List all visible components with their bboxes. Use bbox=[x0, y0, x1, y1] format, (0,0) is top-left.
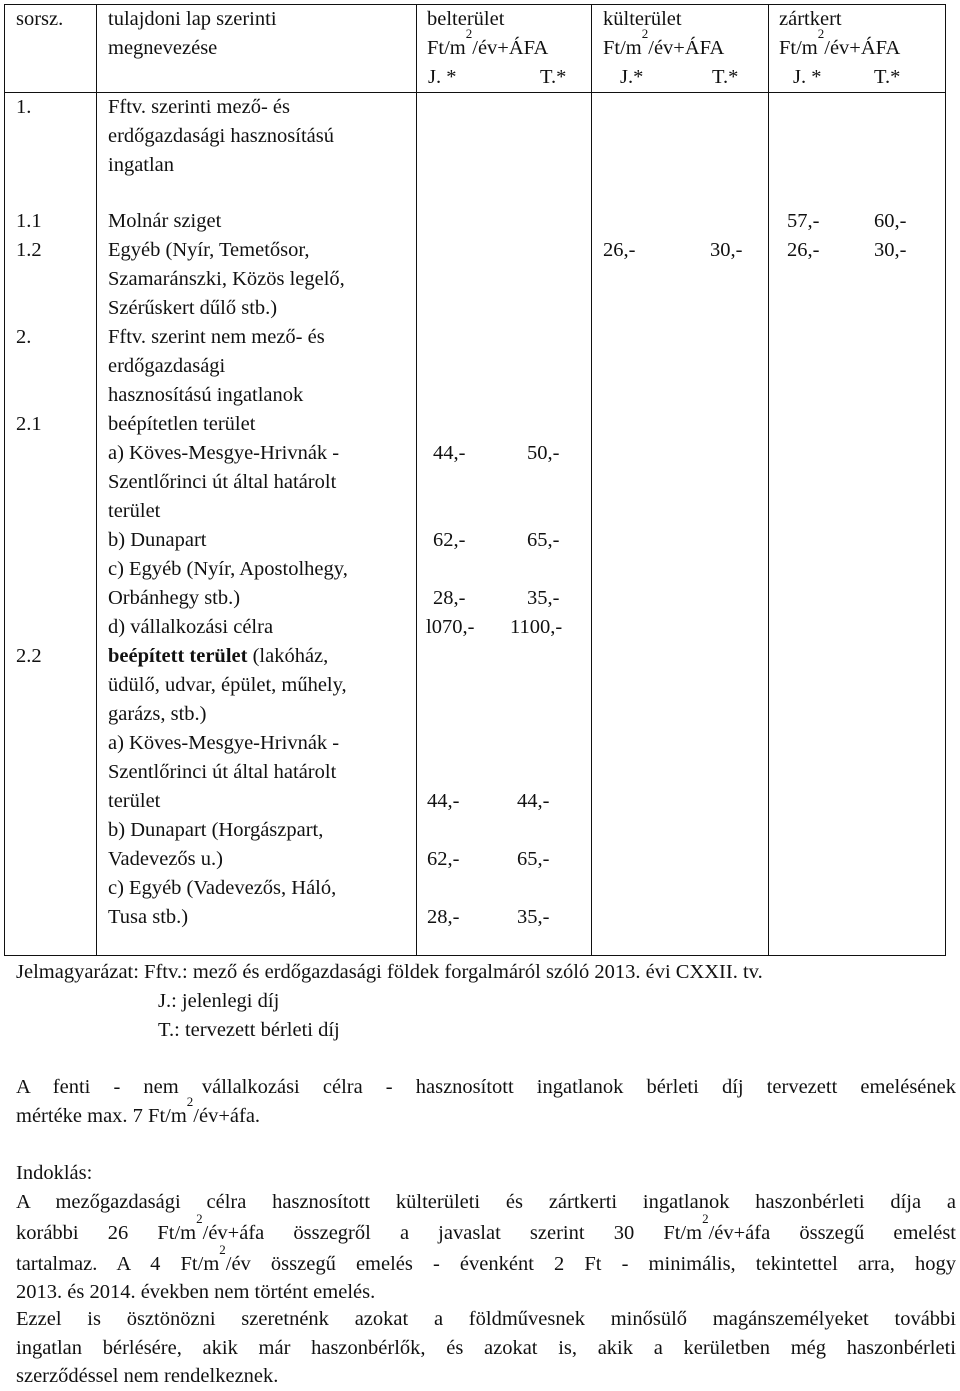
header-kulterulet: külterület bbox=[603, 8, 682, 30]
paragraph-2-line-2: korábbi 26 $Ft/m^2/év+áfa$ összegről a javaslat szerint 30 $Ft/m^2/év+áfa$ összegű emelést bbox=[16, 1211, 956, 1244]
row-2-1-d-bel-t: 1100,- bbox=[510, 616, 563, 638]
col-divider-1 bbox=[96, 4, 97, 956]
row-1-1-zar-t: 60,- bbox=[874, 210, 907, 232]
row-1-1-name: Molnár sziget bbox=[108, 210, 222, 232]
col-divider-3 bbox=[591, 4, 592, 956]
header-belterulet: belterület bbox=[427, 8, 505, 30]
row-2-2-a-line2: Szentlőrinci út által határolt bbox=[108, 761, 337, 783]
row-1-2-zar-j: 26,- bbox=[787, 239, 820, 261]
row-1-2-kul-t: 30,- bbox=[710, 239, 743, 261]
row-2-2-a-line1: a) Köves-Mesgye-Hrivnák - bbox=[108, 732, 340, 754]
row-1-number: 1. bbox=[16, 96, 32, 118]
row-2-1-c-line1: c) Egyéb (Nyír, Apostolhegy, bbox=[108, 558, 348, 580]
header-zartkert-t: T.* bbox=[874, 66, 901, 88]
row-2-2-b-bel-t: 65,- bbox=[517, 848, 550, 870]
row-1-2-kul-j: 26,- bbox=[603, 239, 636, 261]
row-2-1-b-bel-j: 62,- bbox=[433, 529, 466, 551]
row-2-1-c-bel-t: 35,- bbox=[527, 587, 560, 609]
row-2-2-a-line3: terület bbox=[108, 790, 161, 812]
row-1-line2: erdőgazdasági hasznosítású bbox=[108, 125, 334, 147]
row-1-2-line3: Szérűskert dűlő stb.) bbox=[108, 297, 278, 319]
row-2-1-number: 2.1 bbox=[16, 413, 42, 435]
row-2-2-a-bel-j: 44,- bbox=[427, 790, 460, 812]
paragraph-3-line-1: Ezzel is ösztönözni szeretnénk azokat a földművesnek minősülő magánszemélyeket további bbox=[16, 1308, 956, 1330]
row-2-2-a-bel-t: 44,- bbox=[517, 790, 550, 812]
row-2-1-c-line2: Orbánhegy stb.) bbox=[108, 587, 241, 609]
row-2-1-a-line3: terület bbox=[108, 500, 161, 522]
header-kulterulet-t: T.* bbox=[712, 66, 739, 88]
header-name-line2: megnevezése bbox=[108, 37, 218, 59]
table-border-bottom bbox=[4, 955, 946, 956]
row-1-line1: Fftv. szerinti mező- és bbox=[108, 96, 290, 118]
row-2-line1: Fftv. szerint nem mező- és bbox=[108, 326, 325, 348]
header-zartkert: zártkert bbox=[779, 8, 842, 30]
row-2-line3: hasznosítású ingatlanok bbox=[108, 384, 304, 406]
row-2-2-c-line2: Tusa stb.) bbox=[108, 906, 189, 928]
col-divider-4 bbox=[768, 4, 769, 956]
row-1-line3: ingatlan bbox=[108, 154, 175, 176]
row-2-1-a-line2: Szentlőrinci út által határolt bbox=[108, 471, 337, 493]
row-1-2-line1: Egyéb (Nyír, Temetősor, bbox=[108, 239, 310, 261]
row-2-2-number: 2.2 bbox=[16, 645, 42, 667]
paragraph-2-line-4: 2013. és 2014. években nem történt emelés. bbox=[16, 1281, 376, 1303]
row-2-1-d-bel-j: l070,- bbox=[426, 616, 475, 638]
row-2-1-a-line1: a) Köves-Mesgye-Hrivnák - bbox=[108, 442, 340, 464]
paragraph-1-line-2: mértéke max. 7 $Ft/m^2/év+áfa$. bbox=[16, 1094, 261, 1127]
row-2-1-b: b) Dunapart bbox=[108, 529, 207, 551]
row-2-2-c-line1: c) Egyéb (Vadevezős, Háló, bbox=[108, 877, 337, 899]
row-2-1-title: beépítetlen terület bbox=[108, 413, 256, 435]
table-border-right bbox=[945, 4, 946, 956]
row-2-2-b-line1: b) Dunapart (Horgászpart, bbox=[108, 819, 324, 841]
row-2-2-line2: üdülő, udvar, épület, műhely, bbox=[108, 674, 347, 696]
legend-line-3: T.: tervezett bérleti díj bbox=[158, 1019, 340, 1041]
paragraph-2-line-1: A mezőgazdasági célra hasznosított külterületi és zártkerti ingatlanok haszonbérleti díja a bbox=[16, 1191, 956, 1213]
row-2-2-b-bel-j: 62,- bbox=[427, 848, 460, 870]
row-2-1-a-bel-t: 50,- bbox=[527, 442, 560, 464]
row-2-2-c-bel-t: 35,- bbox=[517, 906, 550, 928]
row-2-number: 2. bbox=[16, 326, 32, 348]
legend-line-1: Jelmagyarázat: Fftv.: mező és erdőgazdasági földek forgalmáról szóló 2013. évi CXXII. tv. bbox=[16, 961, 763, 983]
row-2-2-c-bel-j: 28,- bbox=[427, 906, 460, 928]
row-1-2-line2: Szamaránszki, Közös legelő, bbox=[108, 268, 345, 290]
header-belterulet-j: J. * bbox=[428, 66, 457, 88]
header-zartkert-unit: $Ft/m^2/év+ÁFA$ bbox=[779, 26, 901, 59]
row-1-2-zar-t: 30,- bbox=[874, 239, 907, 261]
row-2-1-d: d) vállalkozási célra bbox=[108, 616, 274, 638]
row-1-1-zar-j: 57,- bbox=[787, 210, 820, 232]
row-2-2-b-line2: Vadevezős u.) bbox=[108, 848, 223, 870]
header-zartkert-j: J. * bbox=[793, 66, 822, 88]
header-sorsz: sorsz. bbox=[16, 8, 64, 30]
table-border-left bbox=[4, 4, 5, 956]
row-2-1-c-bel-j: 28,- bbox=[433, 587, 466, 609]
row-1-2-number: 1.2 bbox=[16, 239, 42, 261]
row-1-1-number: 1.1 bbox=[16, 210, 42, 232]
paragraph-3-line-2: ingatlan bérlésére, akik már haszonbérlők, és azokat is, akik a kerületben még haszonbérleti bbox=[16, 1337, 956, 1359]
header-belterulet-unit: $Ft/m^2/év+ÁFA$ bbox=[427, 26, 549, 59]
row-2-1-b-bel-t: 65,- bbox=[527, 529, 560, 551]
paragraph-3-line-3: szerződéssel nem rendelkeznek. bbox=[16, 1365, 279, 1387]
legend-line-2: J.: jelenlegi díj bbox=[158, 990, 280, 1012]
paragraph-1-line-1: A fenti - nem vállalkozási célra - hasznosított ingatlanok bérleti díj tervezett emelésének bbox=[16, 1076, 956, 1098]
row-2-1-a-bel-j: 44,- bbox=[433, 442, 466, 464]
row-2-line2: erdőgazdasági bbox=[108, 355, 226, 377]
header-kulterulet-j: J.* bbox=[620, 66, 644, 88]
header-belterulet-t: T.* bbox=[540, 66, 567, 88]
col-divider-2 bbox=[416, 4, 417, 956]
header-kulterulet-unit: $Ft/m^2/év+ÁFA$ bbox=[603, 26, 725, 59]
indoklas-title: Indoklás: bbox=[16, 1162, 93, 1184]
row-2-2-line3: garázs, stb.) bbox=[108, 703, 207, 725]
header-name-line1: tulajdoni lap szerinti bbox=[108, 8, 277, 30]
paragraph-2-line-3: tartalmaz. A 4 $Ft/m^2/év$ összegű emelés - évenként 2 Ft - minimális, tekintettel arra, hogy bbox=[16, 1242, 956, 1275]
row-2-2-line1: beépített terület (lakóház, bbox=[108, 645, 329, 667]
